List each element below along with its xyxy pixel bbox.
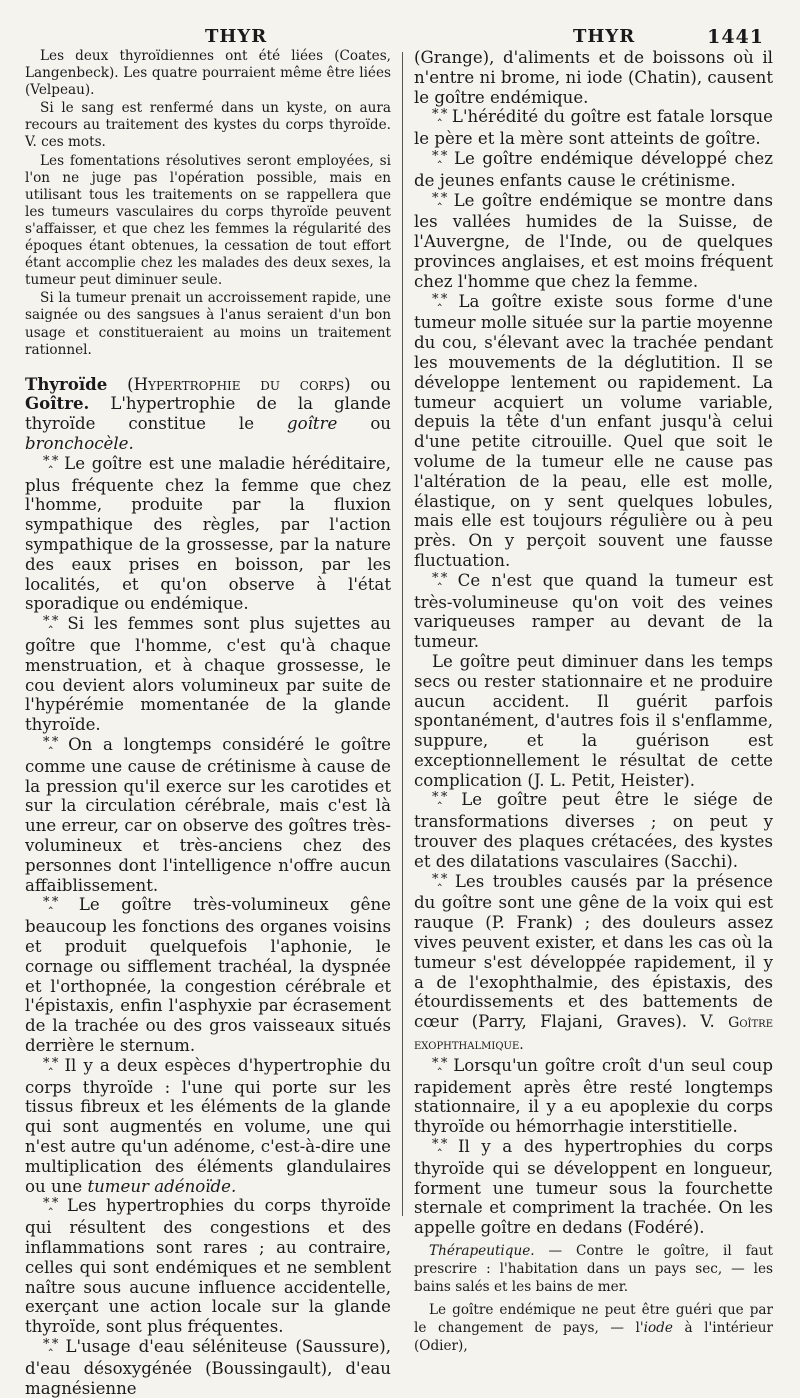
paragraph-text: Si les femmes sont plus sujettes au goître que l'homme, c'est qu'à chaque menstruation, et à chaque grossesse, le cou devient alors volumineux par suite de l'hypérémie momentanée de la glande thyroïde. <box>25 614 391 735</box>
paragraph-text: L'hérédité du goître est fatale lorsque le père et la mère sont atteints de goître. <box>414 107 773 149</box>
column-divider <box>402 52 403 1216</box>
asterism: *‸* <box>432 107 447 123</box>
paragraph-text: L'usage d'eau séléniteuse (Saussure), d'eau désoxygénée (Boussingault), d'eau magnésienne <box>25 1336 391 1398</box>
paragraph-text: Le goître endémique ne peut être guéri que par le changement de pays, — l' <box>414 1301 773 1336</box>
running-head-left: THYR <box>205 26 268 47</box>
paragraph-text: Le goître endémique se montre dans les vallées humides de la Suisse, de l'Auvergne, de l'Inde, ou de quelques provinces anglaises, et est moins fréquent chez l'homme que chez la femme. <box>414 190 773 291</box>
asterism: *‸* <box>432 148 447 164</box>
paragraph-text: Lorsqu'un goître croît d'un seul coup rapidement après être resté longtemps stationnaire, il y a eu apoplexie du corps thyroïde ou hémorrhagie interstitielle. <box>414 1055 773 1137</box>
paragraph <box>25 895 391 1055</box>
therapeutics-label: Thérapeutique. <box>429 1243 535 1260</box>
page-header <box>0 26 800 50</box>
asterism: *‸* <box>432 291 447 307</box>
asterism: *‸* <box>43 735 58 751</box>
paragraph-text: Il y a des hypertrophies du corps thyroïde qui se développent en longueur, forment une tumeur sous la fourchette sternale et compriment la trachée. On les appelle goître en dedans (Fodéré). <box>414 1137 773 1238</box>
paragraph-text: Les troubles causés par la présence du goître sont une gêne de la voix qui est rauque (P. Frank) ; des douleurs assez vives peuvent exister, et dans les cas où la tumeur s'est développée rapidement, il y a de l'exophthalmie, des épistaxis, des étourdissements et des battements de cœur (Parry, Flajani, Graves). V. <box>414 871 773 1032</box>
therapeutics-text: — Contre le goître, il faut prescrire : l'habitation dans un pays sec, — les bains salés et les bains de mer. <box>414 1243 774 1296</box>
paragraph: Le goître peut diminuer dans les temps secs ou rester stationnaire et ne produire aucun accident. Il guérit parfois spontanément, d'autres fois il s'enflamme, suppure, et la guérison est exceptionnellement le résultat de cette complication (J. L. Petit, Heister). <box>414 651 773 790</box>
paragraph-text: On a longtemps considéré le goître comme une cause de crétinisme à cause de la pression qu'il exerce sur les carotides et sur la circulation cérébrale, mais c'est là une erreur, car on observe des goîtres très-volumineux et très-anciens chez des personnes dont l'intelligence n'offre aucun affaiblissement. <box>25 735 391 895</box>
paragraph <box>414 872 773 1056</box>
paragraph-text: Le goître peut être le siége de transformations diverses ; on peut y trouver des plaques crétacées, des kystes et des dilatations vasculaires (Sacchi). <box>414 790 773 871</box>
paragraph-italic: tumeur adénoïde. <box>87 1176 237 1196</box>
asterism: *‸* <box>432 790 447 806</box>
entry-heading-paragraph <box>25 375 391 454</box>
entry-term-alt: Goître. <box>25 393 90 414</box>
entry-subject: Hypertrophie du corps <box>133 374 345 394</box>
asterism: *‸* <box>43 895 58 911</box>
paragraph <box>25 1196 391 1337</box>
right-column <box>414 48 773 1355</box>
paren: ) ou <box>344 374 391 394</box>
therapeutics-paragraph <box>414 1242 773 1297</box>
asterism: *‸* <box>43 614 58 630</box>
page-number: 1441 <box>707 26 764 48</box>
paragraph <box>25 454 391 614</box>
paragraph <box>414 790 773 871</box>
paragraph-text: Le goître très-volumineux gêne beaucoup les fonctions des organes voisins et produit quelquefois l'aphonie, le cornage ou sifflement trachéal, la dyspnée et l'orthopnée, la congestion cérébrale et l'épistaxis, enfin l'asphyxie par écrasement de la trachée ou des gros vaisseaux situés derrière le sternum. <box>25 895 392 1055</box>
paragraph-text: Les hypertrophies du corps thyroïde qui résultent des congestions et des inflammations sont rares ; au contraire, celles qui sont endémiques et ne semblent naître sous aucune influence accidentelle, exerçant une action locale sur la glande thyroïde, sont plus fréquentes. <box>25 1196 391 1337</box>
paragraph <box>414 107 773 149</box>
paragraph <box>25 735 391 895</box>
paragraph: (Grange), d'aliments et de boissons où il n'entre ni brome, ni iode (Chatin), causent le goître endémique. <box>414 48 773 107</box>
entry-term: Thyroïde <box>25 373 108 394</box>
entry-italic: bronchocèle. <box>25 434 134 454</box>
paragraph <box>25 1337 391 1398</box>
entry-text: ou <box>370 414 391 434</box>
paragraph-text: La goître existe sous forme d'une tumeur molle située sur la partie moyenne du cou, s'élevant avec la trachée pendant les mouvements de la déglutition. Il se développe lentement ou rapidement. La tumeur acquiert un volume variable, depuis la tête d'un enfant jusqu'à celui d'une petite citrouille. Quel que soit le volume de la tumeur elle ne cause pas l'altération de la peau, elle est molle, élastique, on y sent quelques lobules, mais elle est toujours régulière ou à peu près. On y perçoit souvent une fausse fluctuation. <box>414 291 773 570</box>
paren: ( <box>127 374 134 394</box>
paragraph: Les deux thyroïdiennes ont été liées (Coates, Langenbeck). Les quatre pourraient même être liées (Velpeau). <box>25 48 391 99</box>
entry-text: L'hypertrophie de la glande thyroïde constitue le <box>25 394 391 434</box>
paragraph: Les fomentations résolutives seront employées, si l'on ne juge pas l'opération possible, mais en utilisant tous les traitements on se rappellera que les tumeurs vasculaires du corps thyroïde peuvent s'affaisser, et que chez les femmes la régularité des époques étant obtenues, la cessation de tout effort étant accomplie chez les malades des deux sexes, la tumeur peut diminuer seule. <box>25 152 391 289</box>
asterism: *‸* <box>43 1336 58 1352</box>
asterism: *‸* <box>43 1055 58 1071</box>
paragraph <box>414 1056 773 1137</box>
paragraph-text: Ce n'est que quand la tumeur est très-volumineuse qu'on voit des veines variqueuses ramper au devant de la tumeur. <box>414 570 774 652</box>
paragraph: Si la tumeur prenait un accroissement rapide, une saignée ou des sangsues à l'anus seraient d'un bon usage et constitueraient au moins un traitement rationnel. <box>25 290 391 358</box>
paragraph <box>414 1137 773 1238</box>
paragraph-text: à l'intérieur (Odier), <box>414 1319 773 1355</box>
paragraph: Si le sang est renfermé dans un kyste, on aura recours au traitement des kystes du corps thyroïde. V. ces mots. <box>25 100 391 151</box>
cross-reference: Goître exophthalmique. <box>414 1015 773 1054</box>
running-head-right: THYR <box>573 26 636 47</box>
paragraph <box>414 571 773 652</box>
asterism: *‸* <box>432 1137 447 1153</box>
paragraph-italic: iode <box>643 1319 673 1336</box>
entry-italic: goître <box>287 414 338 434</box>
asterism: *‸* <box>432 871 447 887</box>
asterism: *‸* <box>43 1196 58 1212</box>
asterism: *‸* <box>43 453 58 469</box>
paragraph-text: Le goître est une maladie héréditaire, plus fréquente chez la femme que chez l'homme, produite par la fluxion sympathique des règles, par l'action sympathique de la grossesse, par la nature des eaux prises en boisson, par les localités, et qu'on observe à l'état sporadique ou endémique. <box>25 453 391 614</box>
paragraph <box>25 614 391 735</box>
paragraph <box>25 1056 391 1197</box>
paragraph <box>414 149 773 191</box>
paragraph <box>414 292 773 571</box>
asterism: *‸* <box>432 570 447 586</box>
paragraph-text: Le goître endémique développé chez de jeunes enfants cause le crétinisme. <box>414 148 773 190</box>
left-column <box>25 48 391 1398</box>
paragraph <box>414 191 773 292</box>
asterism: *‸* <box>432 1055 447 1071</box>
paragraph-text: Il y a deux espèces d'hypertrophie du corps thyroïde : l'une qui porte sur les tissus fibreux et les éléments de la glande qui sont augmentés en volume, une qui n'est autre qu'un adénome, c'est-à-dire une multiplication des éléments glandulaires ou une <box>25 1055 391 1196</box>
asterism: *‸* <box>432 190 447 206</box>
paragraph <box>414 1301 773 1356</box>
